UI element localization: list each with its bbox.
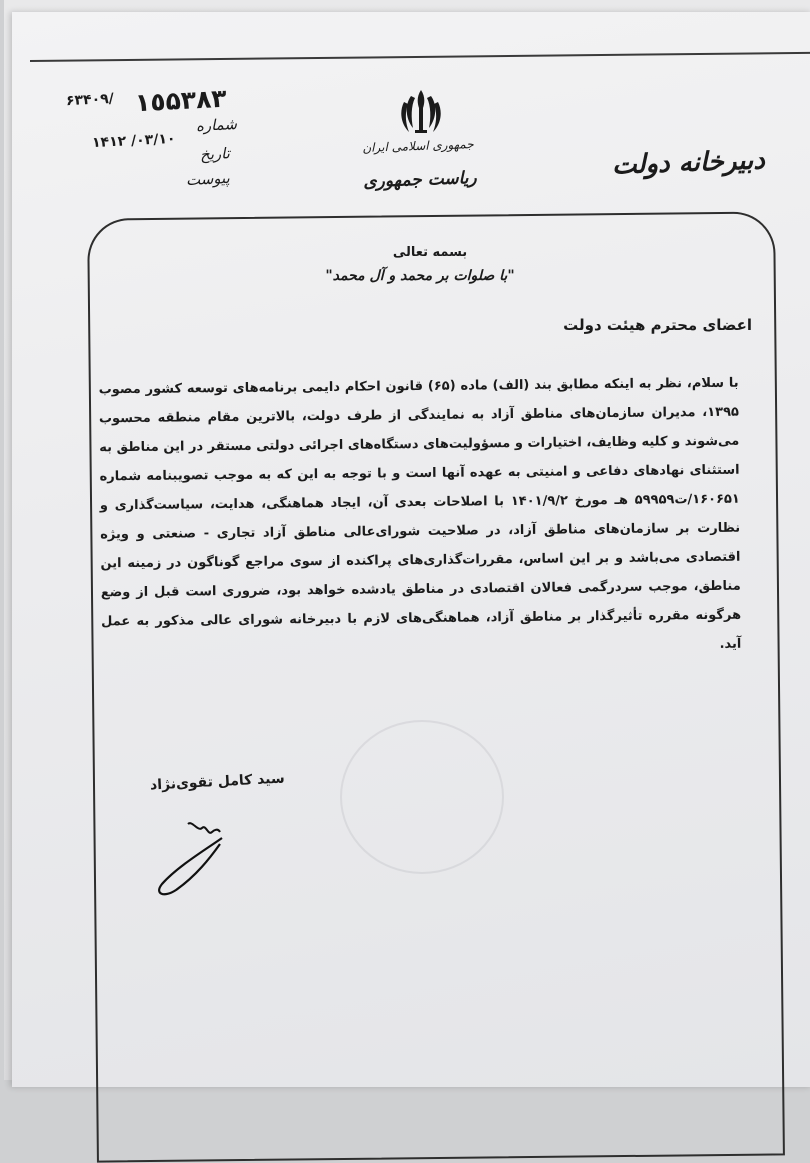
country-name: جمهوری اسلامی ایران [362,137,474,155]
label-attachment: پیوست [185,168,231,190]
basmala: بسمه تعالی [392,245,468,260]
letter-frame [87,211,785,1162]
label-date: تاریخ [199,144,231,164]
letter-number: ١٥۵٣٨٣ [134,83,228,118]
office-title: دبیرخانه دولت [611,145,766,181]
signer-name: سید کامل تقوی‌نژاد [149,770,286,794]
letter-date: ١۴٠٣/١٠/ ١٢ [91,130,176,152]
salawat-line: "با صلوات بر محمد و آل محمد" [325,268,515,284]
iran-emblem-icon [397,86,445,136]
signature-icon [148,792,288,902]
faded-seal [340,720,504,874]
label-number: شماره [195,114,238,136]
presidency-title: ریاست جمهوری [362,168,478,192]
letter-body: با سلام، نظر به اینکه مطابق بند (الف) ماده (۶۵) قانون احکام دایمی برنامه‌های توسعه کشور مصوب ۱۳۹۵، مدیران سازمان‌های مناطق آزاد به نمایندگی از طرف دولت، بالاترین مقام منطقه محسوب می‌شوند و کلیه وظایف، اختیارات و مسؤولیت‌های دستگاه‌های اجرائی دولتی مستقر در این مناطق به استثنای نهادهای دفاعی و امنیتی به عهده آنها است و با توجه به این که به موجب تصویبنامه شماره ۱۶۰۶۵۱/ت۵۹۹۵۹ هـ مورخ ۱۴۰۱/۹/۲ با اصلاحات بعدی آن، ایجاد هماهنگی، هدایت، سیاست‌گذاری و نظارت بر سازمان‌های مناطق آزاد، در صلاحیت شورای‌عالی مناطق آزاد تجاری - صنعتی و ویژه اقتصادی می‌باشد و بر این اساس، مقررات‌گذاری‌های پراکنده از سوی مراجع گوناگون در زمینه این مناطق، موجب سردرگمی فعالان اقتصادی در مناطق یادشده خواهد بود، ضروری است قبل از وضع هرگونه مقرره تأثیرگذار بر مناطق آزاد، هماهنگی‌های لازم با دبیرخانه شورای عالی مذکور به عمل آید. [98,375,742,652]
addressee: اعضای محترم هیئت دولت [563,316,752,334]
letter-number-secondary: ۶٣۴٠٩/ [65,90,115,110]
